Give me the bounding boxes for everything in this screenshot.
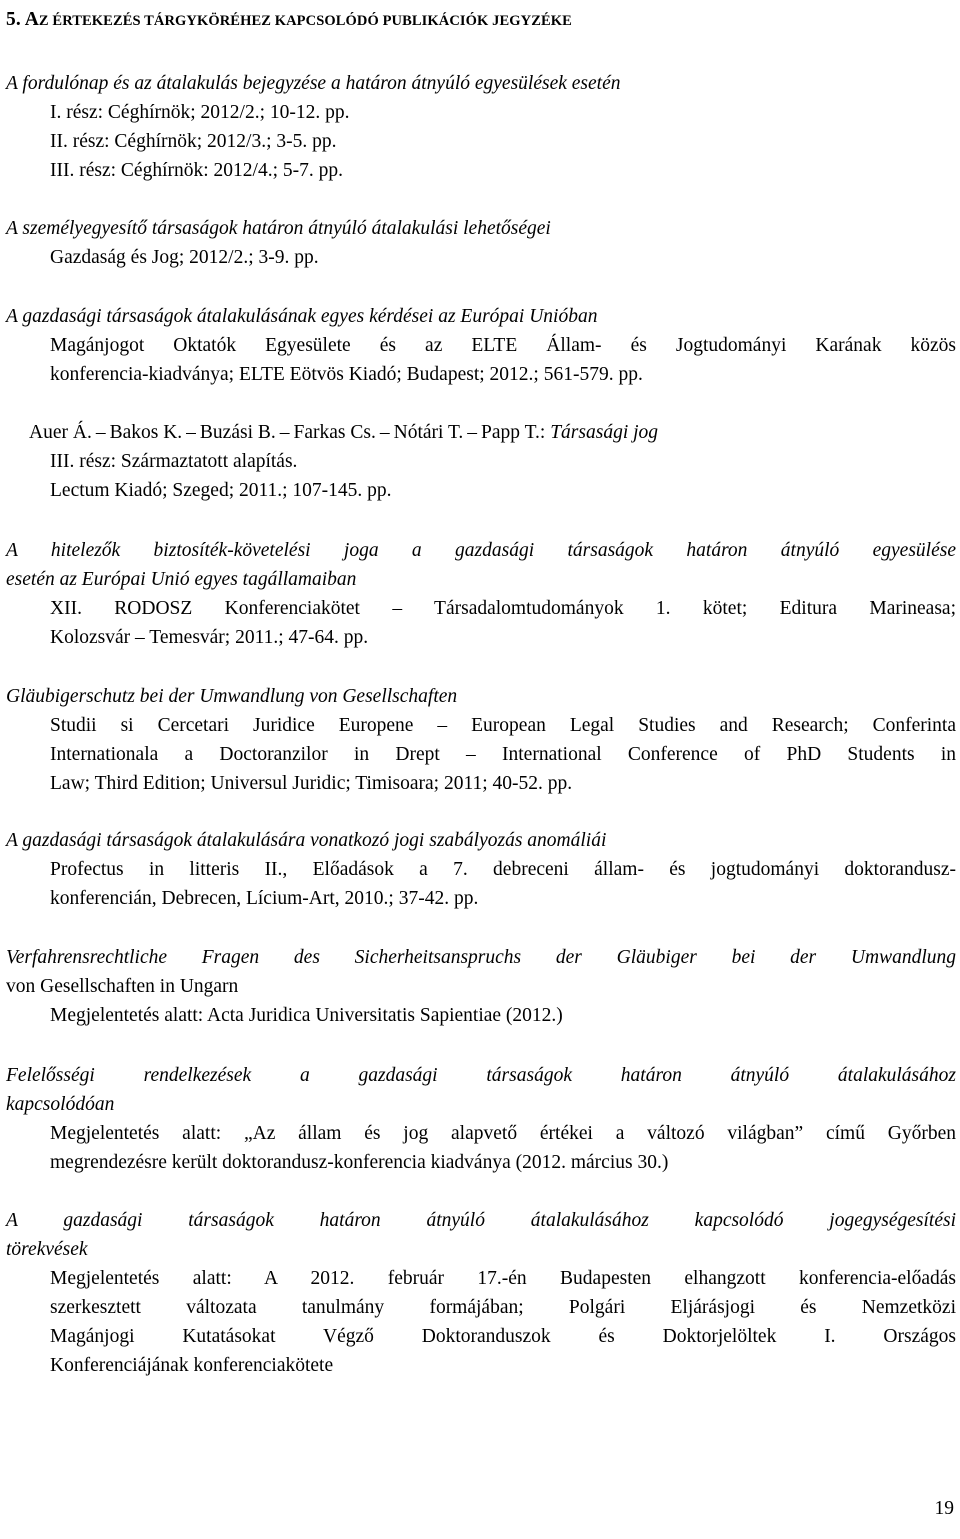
author-name: Buzási B. [199, 422, 276, 443]
publication-detail: Megjelentetés alatt: A 2012. február 17.-én Budapesten elhangzott konferencia-előadás [50, 1268, 956, 1289]
publication-detail: III. rész: Céghírnök: 2012/4.; 5-7. pp. [50, 160, 343, 181]
publication-entry [6, 302, 956, 389]
publication-detail: Profectus in litteris II., Előadások a 7. debreceni állam- és jogtudományi doktorandusz- [50, 859, 956, 880]
publication-detail: Law; Third Edition; Universul Juridic; Timisoara; 2011; 40-52. pp. [50, 773, 573, 794]
publication-entry [6, 826, 956, 913]
publication-title: A gazdasági társaságok átalakulásának egyes kérdései az Európai Unióban [6, 306, 598, 327]
publication-title: Gläubigerschutz bei der Umwandlung von Gesellschaften [6, 686, 458, 707]
publication-detail: Megjelentetés alatt: Acta Juridica Universitatis Sapientiae (2012.) [50, 1005, 563, 1026]
heading-text: Z ÉRTEKEZÉS TÁRGYKÖRÉHEZ KAPCSOLÓDÓ PUBLIKÁCIÓK JEGYZÉKE [38, 13, 572, 29]
publication-detail: III. rész: Származtatott alapítás. [50, 451, 298, 472]
publication-title-line: esetén az Európai Unió egyes tagállamaiban [6, 569, 357, 590]
publication-title-line: kapcsolódóan [6, 1094, 115, 1115]
publication-title-line: Verfahrensrechtliche Fragen des Sicherheitsanspruchs der Gläubiger bei der Umwandlung [6, 947, 956, 968]
publication-title: Társasági jog [550, 422, 659, 443]
publication-title-line: A gazdasági társaságok határon átnyúló átalakulásához kapcsolódó jogegységesítési [6, 1210, 956, 1231]
publication-title-line: törekvések [6, 1239, 88, 1260]
publication-title-line: Felelősségi rendelkezések a gazdasági társaságok határon átnyúló átalakulásához [6, 1065, 956, 1086]
publication-detail: szerkesztett változata tanulmány formájában; Polgári Eljárásjogi és Nemzetközi [50, 1297, 956, 1318]
publication-entry [6, 418, 956, 505]
publication-title: A személyegyesítő társaságok határon átnyúló átalakulási lehetőségei [6, 218, 551, 239]
publication-detail: konferencián, Debrecen, Lícium-Art, 2010.; 37-42. pp. [50, 888, 479, 909]
publication-detail: Magánjogot Oktatók Egyesülete és az ELTE Állam- és Jogtudományi Karának közös [50, 335, 956, 356]
publication-detail: Internationala a Doctoranzilor in Drept – International Conference of PhD Students in [50, 744, 956, 765]
publication-title-line: A hitelezők biztosíték-követelési joga a gazdasági társaságok határon átnyúló egyesülése [6, 540, 956, 561]
publication-detail: Megjelentetés alatt: „Az állam és jog alapvető értékei a változó világban” című Győrben [50, 1123, 956, 1144]
author-list: Auer Á. – Bakos K. – Buzási B. – Farkas Cs. – Nótári T. – Papp T.: Társasági jog [29, 422, 659, 443]
publication-entry [6, 943, 956, 1030]
publication-detail: megrendezésre került doktorandusz-konferencia kiadványa (2012. március 30.) [50, 1152, 669, 1173]
publication-detail: Konferenciájának konferenciakötete [50, 1355, 334, 1376]
heading-first-letter: A [24, 9, 39, 30]
publication-entry [6, 1061, 956, 1177]
publication-entry [6, 214, 956, 272]
section-number: 5. [6, 9, 21, 30]
publication-detail: I. rész: Céghírnök; 2012/2.; 10-12. pp. [50, 102, 350, 123]
author-name: Papp T.: [481, 422, 546, 443]
publication-detail: XII. RODOSZ Konferenciakötet – Társadalomtudományok 1. kötet; Editura Marineasa; [50, 598, 956, 619]
publication-detail: Studii si Cercetari Juridice Europene – European Legal Studies and Research; Conferinta [50, 715, 956, 736]
publication-detail: konferencia-kiadványa; ELTE Eötvös Kiadó; Budapest; 2012.; 561-579. pp. [50, 364, 643, 385]
publication-title: A gazdasági társaságok átalakulására vonatkozó jogi szabályozás anomáliái [6, 830, 607, 851]
publication-detail: Gazdaság és Jog; 2012/2.; 3-9. pp. [50, 247, 319, 268]
publication-entry [6, 1206, 956, 1380]
author-name: Farkas Cs. [293, 422, 376, 443]
publication-detail: Lectum Kiadó; Szeged; 2011.; 107-145. pp. [50, 480, 392, 501]
publication-entry [6, 682, 956, 798]
publication-title-line: von Gesellschaften in Ungarn [6, 976, 239, 997]
publication-title: A fordulónap és az átalakulás bejegyzése a határon átnyúló egyesülések esetén [6, 73, 621, 94]
publication-entry [6, 69, 956, 185]
author-name: Nótári T. [393, 422, 464, 443]
section-heading [6, 5, 572, 36]
author-name: Bakos K. [109, 422, 183, 443]
publication-detail: II. rész: Céghírnök; 2012/3.; 3-5. pp. [50, 131, 337, 152]
publication-detail: Magánjogi Kutatásokat Végző Doktoranduszok és Doktorjelöltek I. Országos [50, 1326, 956, 1347]
publication-entry [6, 536, 956, 652]
page-number: 19 [934, 1498, 954, 1519]
author-name: Auer Á. [29, 422, 92, 443]
publication-detail: Kolozsvár – Temesvár; 2011.; 47-64. pp. [50, 627, 369, 648]
